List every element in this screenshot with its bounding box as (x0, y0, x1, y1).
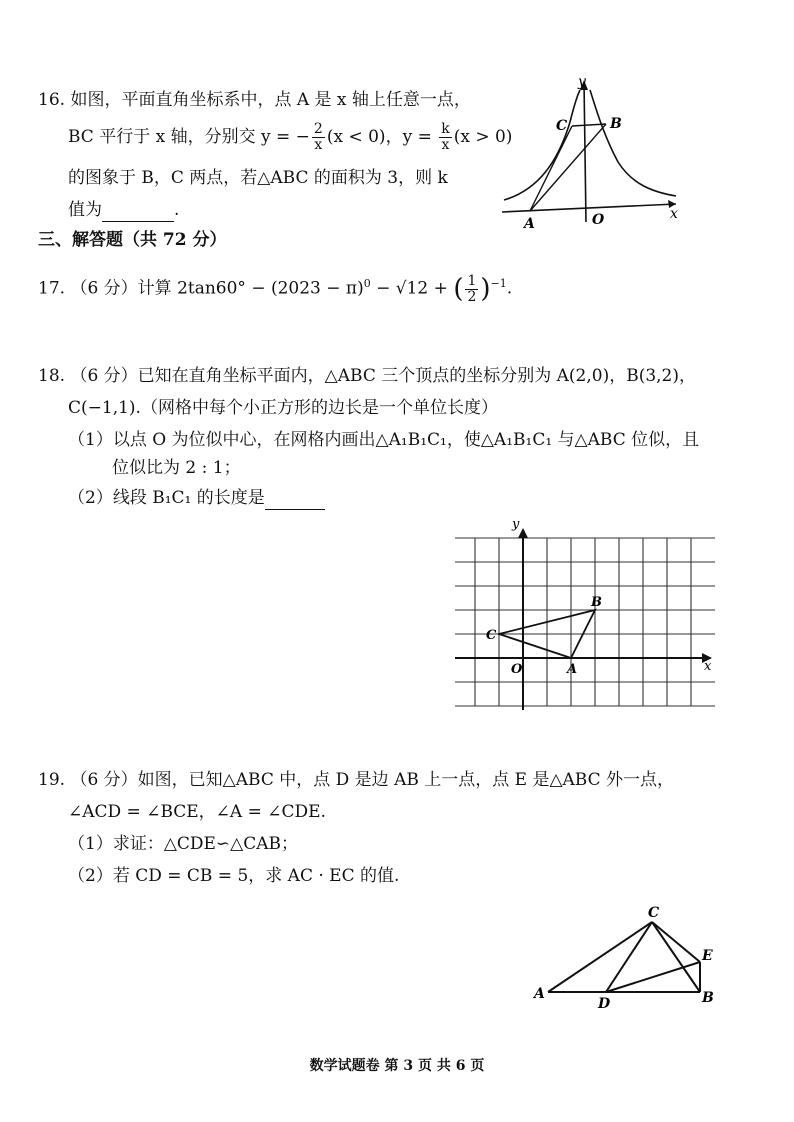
q19-line4: （2）若 CD = CB = 5，求 AC · EC 的值. (68, 866, 400, 886)
q18-line5: （2）线段 B₁C₁ 的长度是 (68, 486, 325, 510)
q16-right-branch (590, 90, 676, 196)
q19-segment-cd (606, 922, 652, 992)
q18-grid-lines (455, 538, 715, 706)
q18-label-a: A (567, 662, 578, 677)
q16-segment-bc (572, 124, 606, 126)
q19-segment-de (606, 962, 700, 992)
q18-line1: 18. （6 分）已知在直角坐标平面内，△ABC 三个顶点的坐标分别为 A(2,0)，B(3,2)， (38, 366, 697, 386)
q18-label-b: B (591, 595, 602, 610)
q18-answer-blank[interactable] (265, 491, 325, 510)
q16-segment-ab (530, 124, 606, 211)
q19-line3: （1）求证：△CDE∽△CAB； (68, 834, 299, 854)
q18-line3: （1）以点 O 为位似中心，在网格内画出△A₁B₁C₁，使△A₁B₁C₁ 与△ABC 位似，且 (68, 430, 700, 450)
q16-line2 (68, 122, 512, 153)
q19-label-e: E (702, 948, 713, 964)
q16-label-b: B (610, 116, 622, 132)
q18-line2: C(−1,1).（网格中每个小正方形的边长是一个单位长度） (68, 398, 498, 418)
q16-figure (498, 72, 688, 232)
q17-line: 17. （6 分）计算 $2\tan 60^\circ - (2023 - \pi)^0 - √12$ + ( $\frac{1}{2}$ )$^{-1}$. (38, 272, 513, 305)
q16-segment-ac (530, 126, 572, 211)
q17-frac: $\frac{1}{2}$ (467, 272, 477, 305)
q16-answer-blank[interactable] (102, 203, 174, 222)
q16-label-x: x (670, 206, 678, 222)
q19-label-d: D (598, 996, 611, 1010)
q18-label-x: x (704, 659, 712, 674)
q19-label-a: A (534, 986, 545, 1002)
q19-line2: ∠ACD = ∠BCE，∠A = ∠CDE. (68, 802, 326, 822)
q16-frac1: $\frac{2}{x}$ (313, 121, 323, 153)
q16-line2-a: BC 平行于 x 轴，分别交 y = − (68, 127, 310, 147)
q16-frac2: $\frac{k}{x}$ (441, 121, 450, 153)
q16-line2-b: (x < 0)，y = (326, 127, 438, 147)
q19-label-b: B (702, 990, 714, 1006)
q16-label-a: A (524, 216, 535, 232)
q16-line1: 16. 如图，平面直角坐标系中，点 A 是 x 轴上任意一点， (38, 90, 471, 110)
section-3-title: 三、解答题（共 72 分） (38, 230, 227, 250)
q18-label-y: y (512, 518, 520, 532)
q19-label-c: C (648, 905, 660, 921)
page-footer: 数学试题卷 第 3 页 共 6 页 (309, 1058, 485, 1074)
q18-y-arrow (518, 528, 528, 538)
q16-label-c: C (556, 118, 568, 134)
q16-x-axis (502, 204, 676, 212)
q19-line1: 19. （6 分）如图，已知△ABC 中，点 D 是边 AB 上一点，点 E 是△ABC 外一点， (38, 770, 675, 790)
q16-y-axis (584, 82, 586, 222)
q19-figure (528, 900, 728, 1010)
q18-grid-figure (450, 518, 720, 718)
q18-line4: 位似比为 2 : 1； (112, 458, 241, 478)
q18-label-o: O (511, 662, 523, 677)
q16-line2-c: (x > 0) (453, 127, 513, 147)
q16-line3: 的图象于 B，C 两点，若△ABC 的面积为 3，则 k (68, 168, 448, 188)
q16-line4: 值为 . (68, 200, 180, 220)
q18-label-c: C (486, 628, 497, 643)
q16-label-o: O (592, 212, 605, 228)
q16-left-branch (504, 90, 580, 200)
q16-label-y: y (578, 74, 586, 90)
